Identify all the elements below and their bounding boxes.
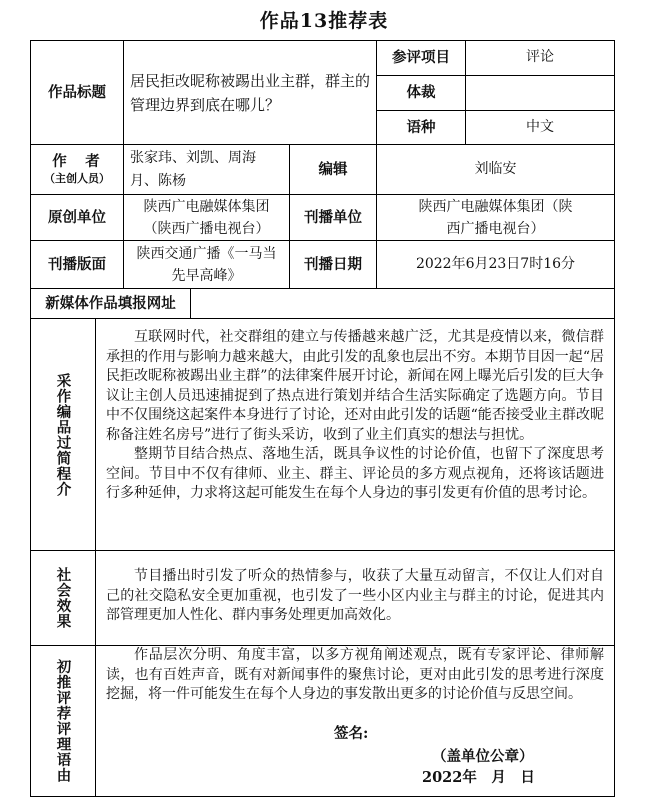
publisher-unit-value: 陕西广电融媒体集团（陕西广播电视台）	[376, 194, 615, 241]
review-date: 2022年 月 日	[422, 769, 535, 786]
process-paragraph-2: 整期节目结合热点、落地生活，既具争议性的讨论价值，也留下了深度思考空间。节目中不仅有律师、业主、群主、评论员的多方观点视角，还将该话题进行多种延伸，力求将这起可能发生在每个人身边的事引发更有价值的思考讨论。	[106, 446, 604, 501]
author-label: 作 者 （主创人员）	[30, 144, 124, 195]
review-text	[95, 645, 615, 797]
origin-unit-label: 原创单位	[30, 194, 124, 241]
effect-paragraph: 节目播出时引发了听众的热情参与，收获了大量互动留言，不仅让人们对自己的社交隐私安全更加重视，也引发了一些小区内业主与群主的讨论，促进其内部管理更加人性化、群内事务处理更加高效化。	[106, 568, 604, 623]
process-label: 采作编品过简程介	[30, 318, 96, 551]
origin-unit-value: 陕西广电融媒体集团（陕西广播电视台）	[123, 194, 290, 241]
category-value: 评论	[465, 40, 615, 76]
stamp-label: （盖单位公章）	[432, 748, 534, 765]
title-value: 居民拒改昵称被踢出业主群，群主的管理边界到底在哪儿？	[123, 40, 377, 145]
process-paragraph-1: 互联网时代，社交群组的建立与传播越来越广泛，尤其是疫情以来，微信群承担的作用与影响力越来越大，由此引发的乱象也层出不穷。本期节目因一起“居民拒改昵称被踢出业主群”的法律案件展开讨论，新闻在网上曝光后引发的巨大争议让主创人员迅速捕捉到了热点进行策划并结合生活实际确定了选题方向。节目中不仅围绕这起案件本身进行了讨论，还对由此引发的话题“能否接受业主群改昵称备注姓名房号”进行了街头采访，收到了业主们真实的想法与担忧。	[106, 329, 604, 443]
genre-value	[465, 75, 615, 111]
new-media-label: 新媒体作品填报网址	[30, 288, 191, 319]
category-label: 参评项目	[376, 40, 466, 76]
edition-label: 刊播版面	[30, 240, 124, 289]
editor-value: 刘临安	[376, 144, 615, 195]
editor-label: 编辑	[289, 144, 377, 195]
process-text	[95, 318, 615, 551]
review-paragraph: 作品层次分明、角度丰富，以多方视角阐述观点，既有专家评论、律师解读，也有百姓声音，既有对新闻事件的聚焦讨论，更对由此引发的思考进行深度挖掘，将一件可能发生在每个人身边的事发散出更多的讨论价值与反思空间。	[106, 647, 604, 702]
review-label: 初推评荐评理语由	[30, 645, 96, 797]
new-media-value	[190, 288, 615, 319]
author-value: 张家玮、刘凯、周海月、陈杨	[123, 144, 290, 195]
page-title: 作品13推荐表	[259, 10, 389, 32]
effect-label: 社会效果	[30, 550, 96, 646]
genre-label: 体裁	[376, 75, 466, 111]
signature-label: 签名:	[334, 725, 369, 742]
title-label: 作品标题	[30, 40, 124, 145]
language-label: 语种	[376, 110, 466, 145]
publisher-unit-label: 刊播单位	[289, 194, 377, 241]
date-label: 刊播日期	[289, 240, 377, 289]
effect-text	[95, 550, 615, 646]
language-value: 中文	[465, 110, 615, 145]
edition-value: 陕西交通广播《一马当先早高峰》	[123, 240, 290, 289]
date-value: 2022年6月23日7时16分	[376, 240, 615, 289]
